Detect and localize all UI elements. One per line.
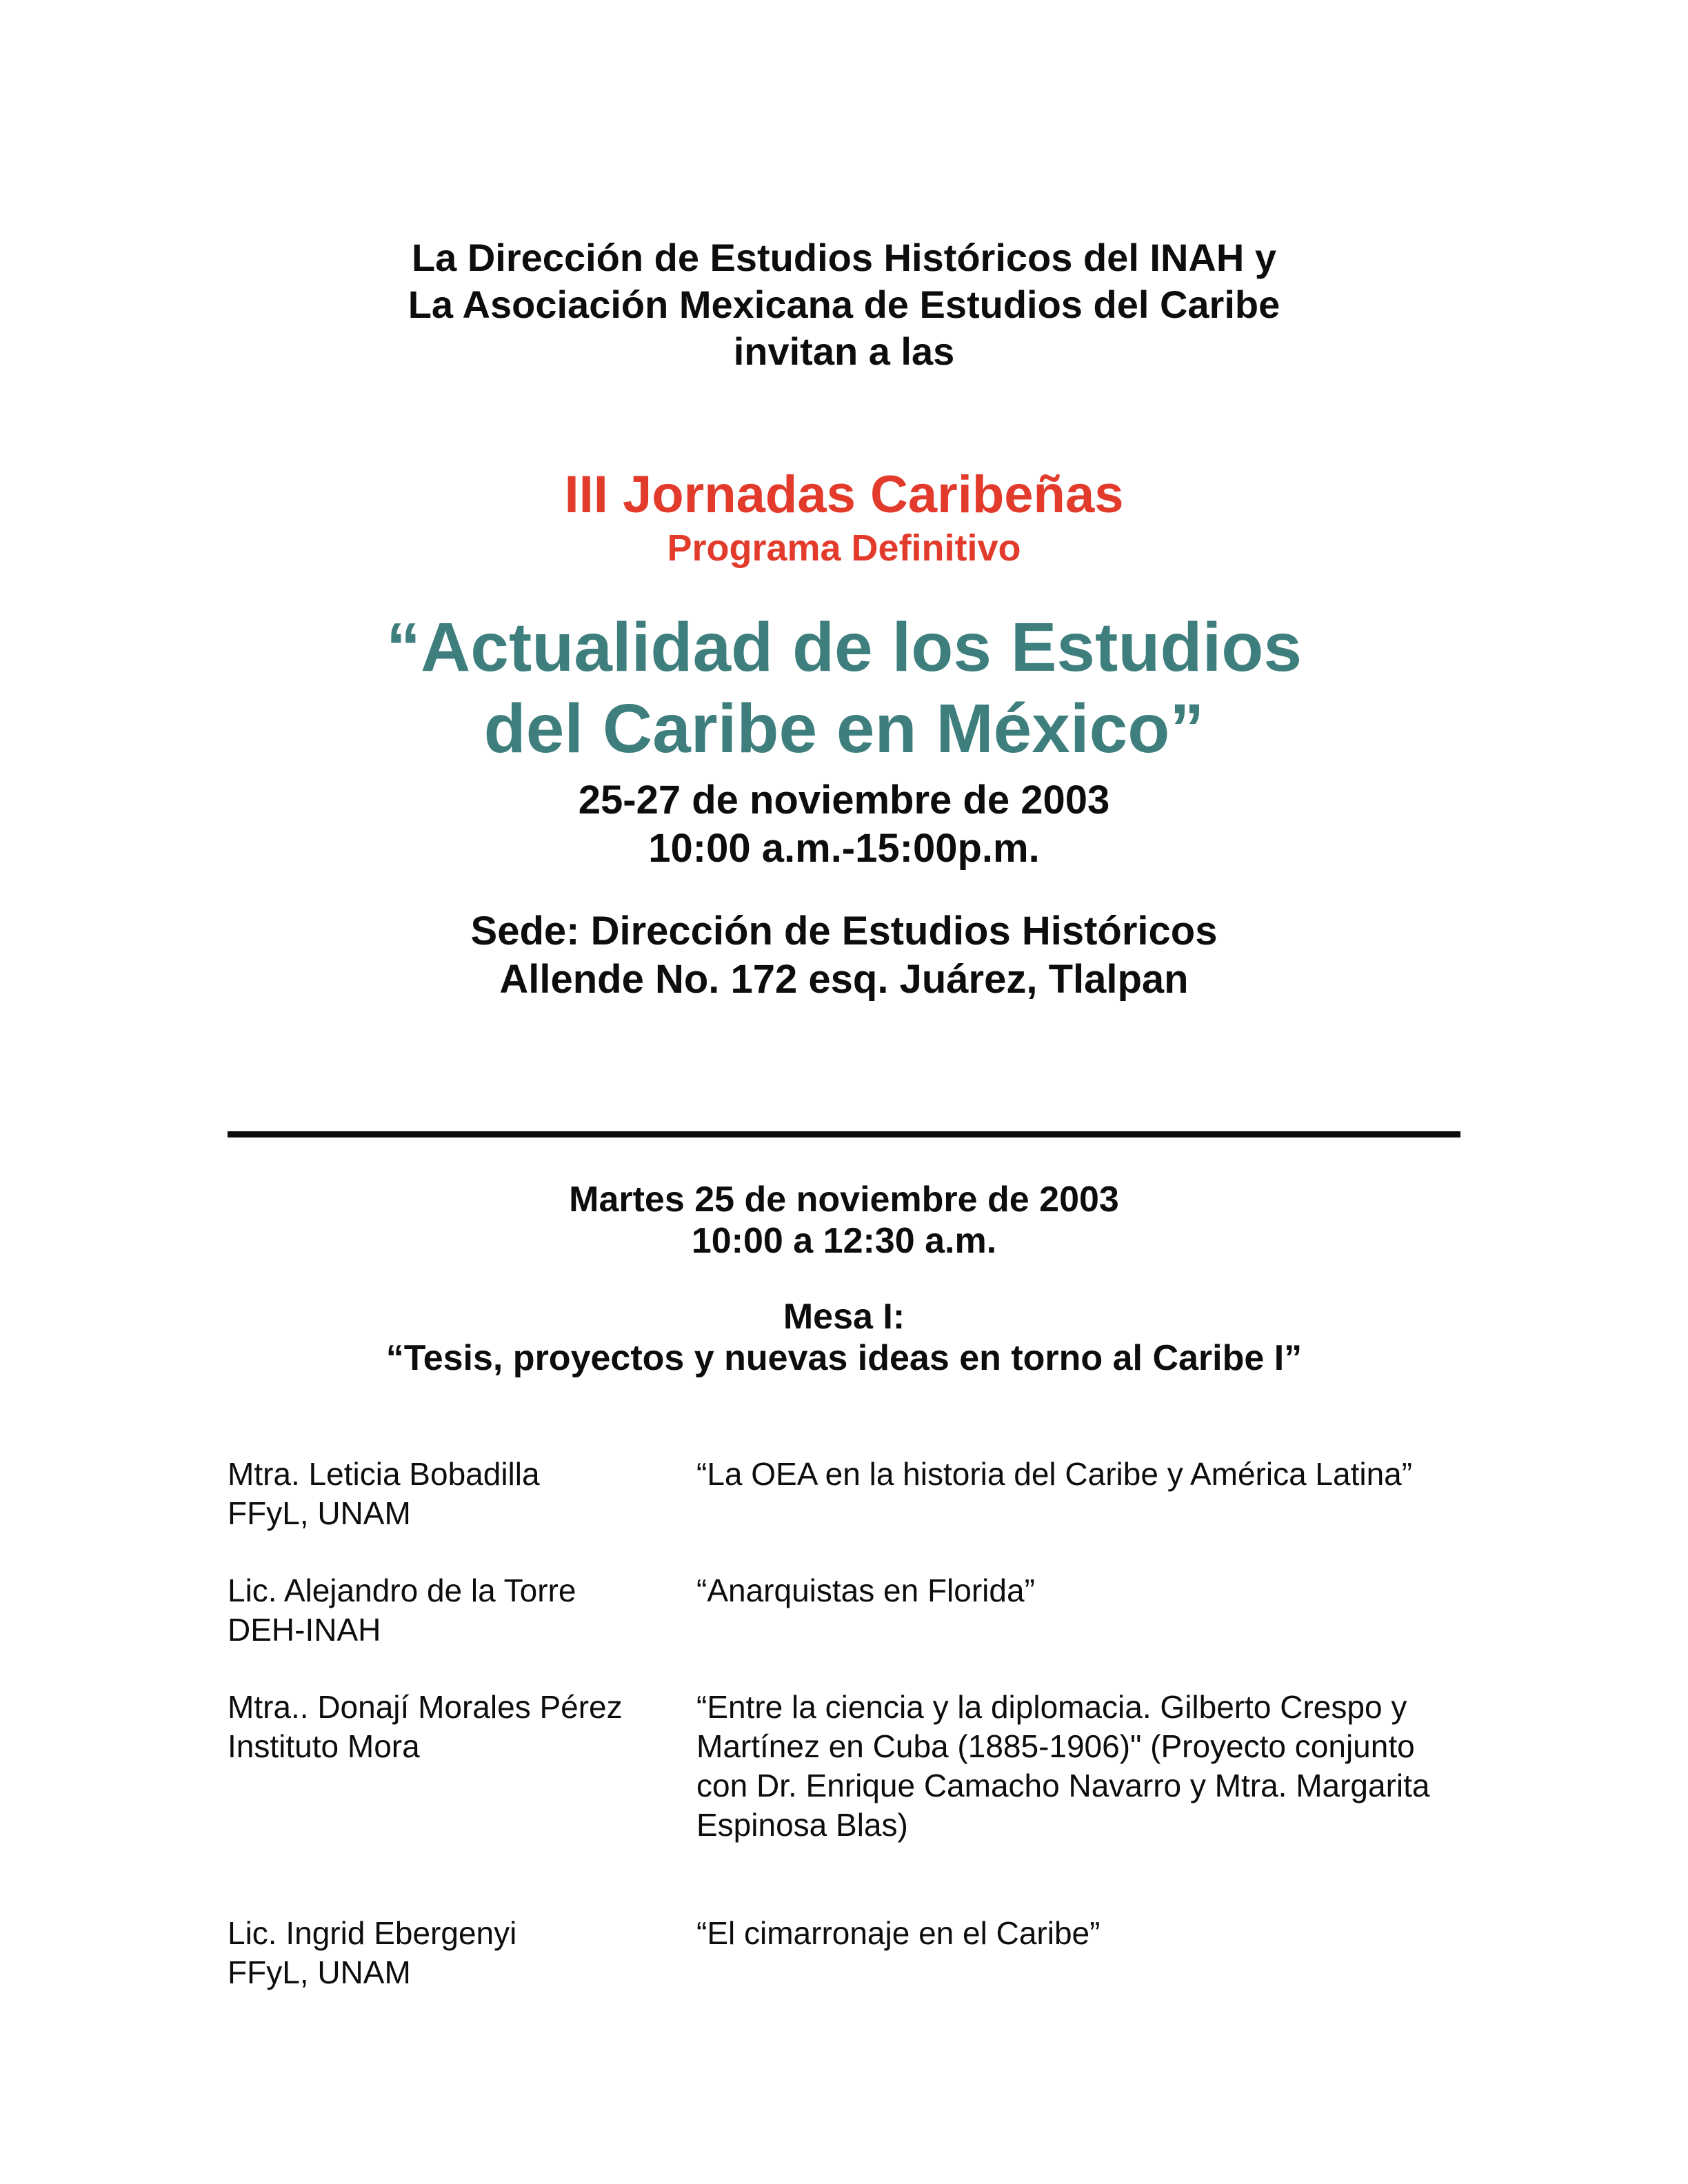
speaker-cell: [228, 1571, 683, 1650]
panel-label: Mesa I:: [783, 1297, 905, 1337]
panel-title: “Tesis, proyectos y nuevas ideas en torno al Caribe I”: [385, 1338, 1303, 1378]
section-divider-rule: [228, 1131, 1460, 1138]
session-header: [228, 1179, 1460, 1262]
speaker-affiliation: FFyL, UNAM: [228, 1954, 411, 1990]
event-dates: 25-27 de noviembre de 2003: [578, 778, 1110, 822]
organizer-line-1: La Dirección de Estudios Históricos del INAH y: [411, 236, 1277, 279]
program-label: Programa Definitivo: [667, 527, 1021, 569]
speaker-name: Mtra.. Donají Morales Pérez: [228, 1689, 623, 1725]
organizer-line-2: La Asociación Mexicana de Estudios del Caribe: [408, 283, 1280, 326]
presentations-table: [228, 1455, 1460, 1992]
event-title: [228, 607, 1460, 769]
venue-line-2: Allende No. 172 esq. Juárez, Tlalpan: [499, 957, 1189, 1002]
presentation-title: “El cimarronaje en el Caribe”: [696, 1915, 1101, 1951]
event-series-title: III Jornadas Caribeñas: [564, 465, 1124, 524]
event-hours: 10:00 a.m.-15:00p.m.: [648, 826, 1040, 871]
speaker-affiliation: DEH-INAH: [228, 1612, 381, 1648]
presentation-row: [228, 1914, 1460, 1992]
session-day: Martes 25 de noviembre de 2003: [569, 1180, 1119, 1220]
venue-line-1: Sede: Dirección de Estudios Históricos: [470, 909, 1218, 953]
speaker-cell: [228, 1688, 683, 1766]
panel-header: [228, 1296, 1460, 1379]
speaker-name: Lic. Alejandro de la Torre: [228, 1573, 576, 1608]
speaker-cell: [228, 1455, 683, 1533]
presentation-title: “Entre la ciencia y la diplomacia. Gilberto Crespo y Martínez en Cuba (1885-1906)" (Proyecto conjunto con Dr. Enrique Camacho Navarro y Mtra. Margarita Espinosa Blas): [696, 1689, 1430, 1843]
event-date-time: [228, 776, 1460, 873]
organizer-line-3: invitan a las: [733, 330, 955, 373]
presentation-title: “Anarquistas en Florida”: [696, 1573, 1035, 1608]
speaker-name: Lic. Ingrid Ebergenyi: [228, 1915, 517, 1951]
speaker-name: Mtra. Leticia Bobadilla: [228, 1456, 540, 1492]
event-venue: [228, 907, 1460, 1004]
presentation-title: “La OEA en la historia del Caribe y América Latina”: [696, 1456, 1413, 1492]
organizer-header: [228, 234, 1460, 375]
speaker-affiliation: Instituto Mora: [228, 1728, 420, 1764]
session-time: 10:00 a 12:30 a.m.: [691, 1221, 997, 1261]
presentation-row: [228, 1688, 1460, 1845]
speaker-cell: [228, 1914, 683, 1992]
speaker-affiliation: FFyL, UNAM: [228, 1495, 411, 1531]
presentation-row: [228, 1455, 1460, 1533]
event-title-line-2: del Caribe en México”: [483, 690, 1205, 767]
event-title-line-1: “Actualidad de los Estudios: [386, 609, 1302, 686]
presentation-row: [228, 1571, 1460, 1650]
